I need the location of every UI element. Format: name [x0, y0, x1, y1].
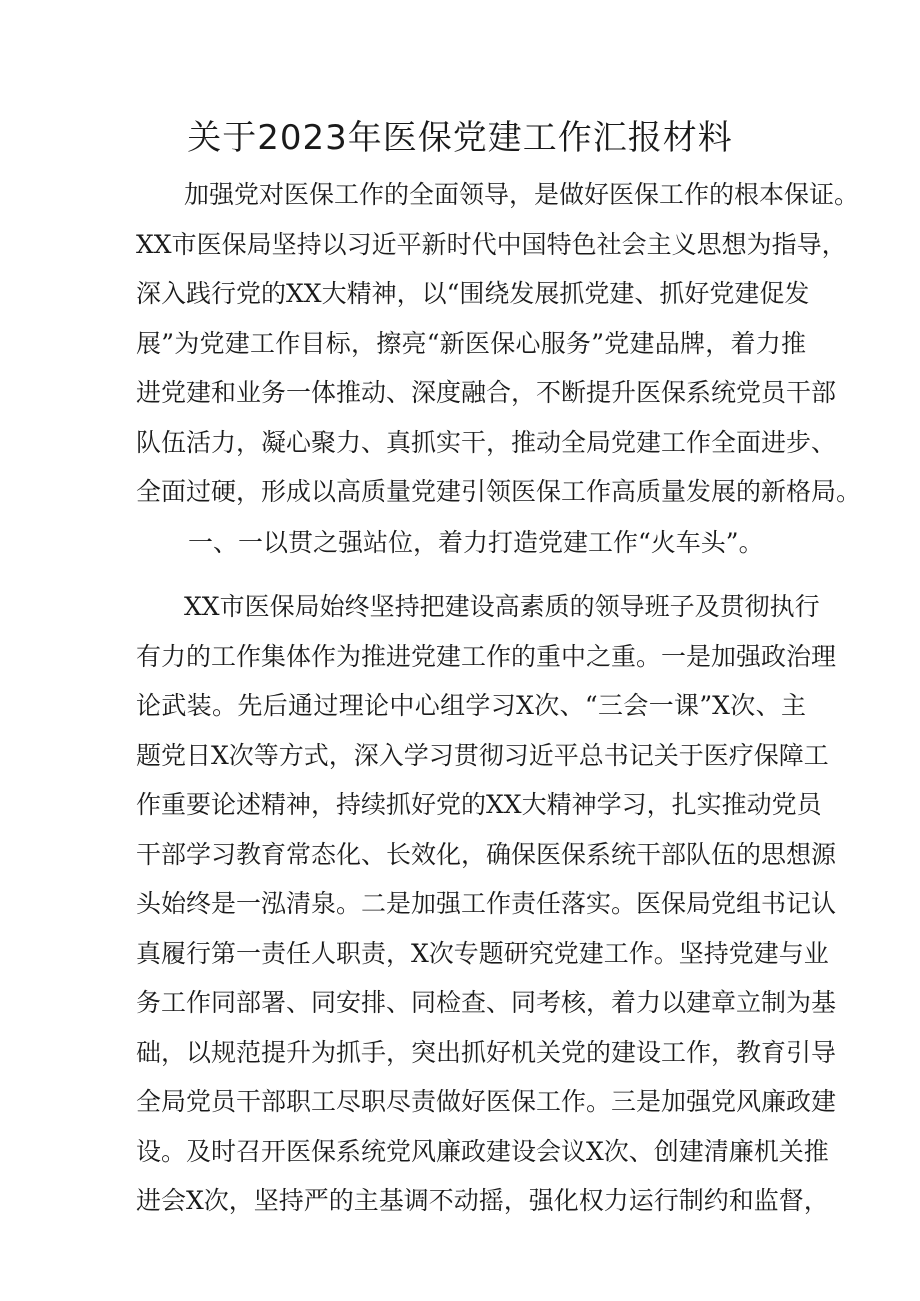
section-heading-text: 一、一以贯之强站位，着力打造党建工作“火车头”。 [188, 528, 764, 557]
paragraph-line: XX市医保局始终坚持把建设高素质的领导班子及贯彻执行 [184, 592, 820, 621]
paragraph-line: 作重要论述精神，持续抓好党的XX大精神学习，扎实推动党员 [136, 790, 822, 819]
paragraph-intro [136, 170, 862, 517]
document-title: 关于2023年医保党建工作汇报材料 [187, 118, 733, 158]
paragraph-line: 有力的工作集体作为推进党建工作的重中之重。一是加强政治理 [136, 641, 837, 671]
paragraph-line: 务工作同部署、同安排、同检查、同考核，着力以建章立制为基 [136, 988, 837, 1017]
paragraph-line: 深入践行党的XX大精神，以“围绕发展抓党建、抓好党建促发 [136, 279, 810, 308]
paragraph-line: 进党建和业务一体推动、深度融合，不断提升医保系统党员干部 [136, 378, 837, 407]
paragraph-line: 队伍活力，凝心聚力、真抓实干，推动全局党建工作全面进步、 [136, 427, 837, 457]
paragraph-line: 头始终是一泓清泉。二是加强工作责任落实。医保局党组书记认 [136, 889, 837, 918]
paragraph-line: 全局党员干部职工尽职尽责做好医保工作。三是加强党风廉政建 [136, 1087, 837, 1116]
paragraph-line: 展”为党建工作目标，擦亮“新医保心服务”党建品牌，着力推 [136, 328, 806, 358]
paragraph-line: 干部学习教育常态化、长效化，确保医保系统干部队伍的思想源 [136, 839, 837, 869]
paragraph-line: 础，以规范提升为抓手，突出抓好机关党的建设工作，教育引导 [136, 1037, 837, 1067]
paragraph-line: 题党日X次等方式，深入学习贯彻习近平总书记关于医疗保障工 [136, 740, 829, 770]
paragraph-line: 全面过硬，形成以高质量党建引领医保工作高质量发展的新格局。 [136, 477, 862, 506]
paragraph-line: 真履行第一责任人职责，X次专题研究党建工作。坚持党建与业 [136, 938, 829, 968]
paragraph-line: XX市医保局坚持以习近平新时代中国特色社会主义思想为指导， [136, 229, 847, 259]
paragraph-line: 设。及时召开医保系统党风廉政建设会议X次、创建清廉机关推 [136, 1136, 829, 1166]
paragraph-line: 进会X次，坚持严的主基调不动摇，强化权力运行制约和监督， [136, 1186, 829, 1215]
paragraph-section-one [136, 582, 837, 1226]
paragraph-line: 加强党对医保工作的全面领导，是做好医保工作的根本保证。 [184, 180, 860, 209]
section-heading [136, 518, 806, 568]
paragraph-line: 论武装。先后通过理论中心组学习X次、“三会一课”X次、主 [136, 691, 806, 720]
